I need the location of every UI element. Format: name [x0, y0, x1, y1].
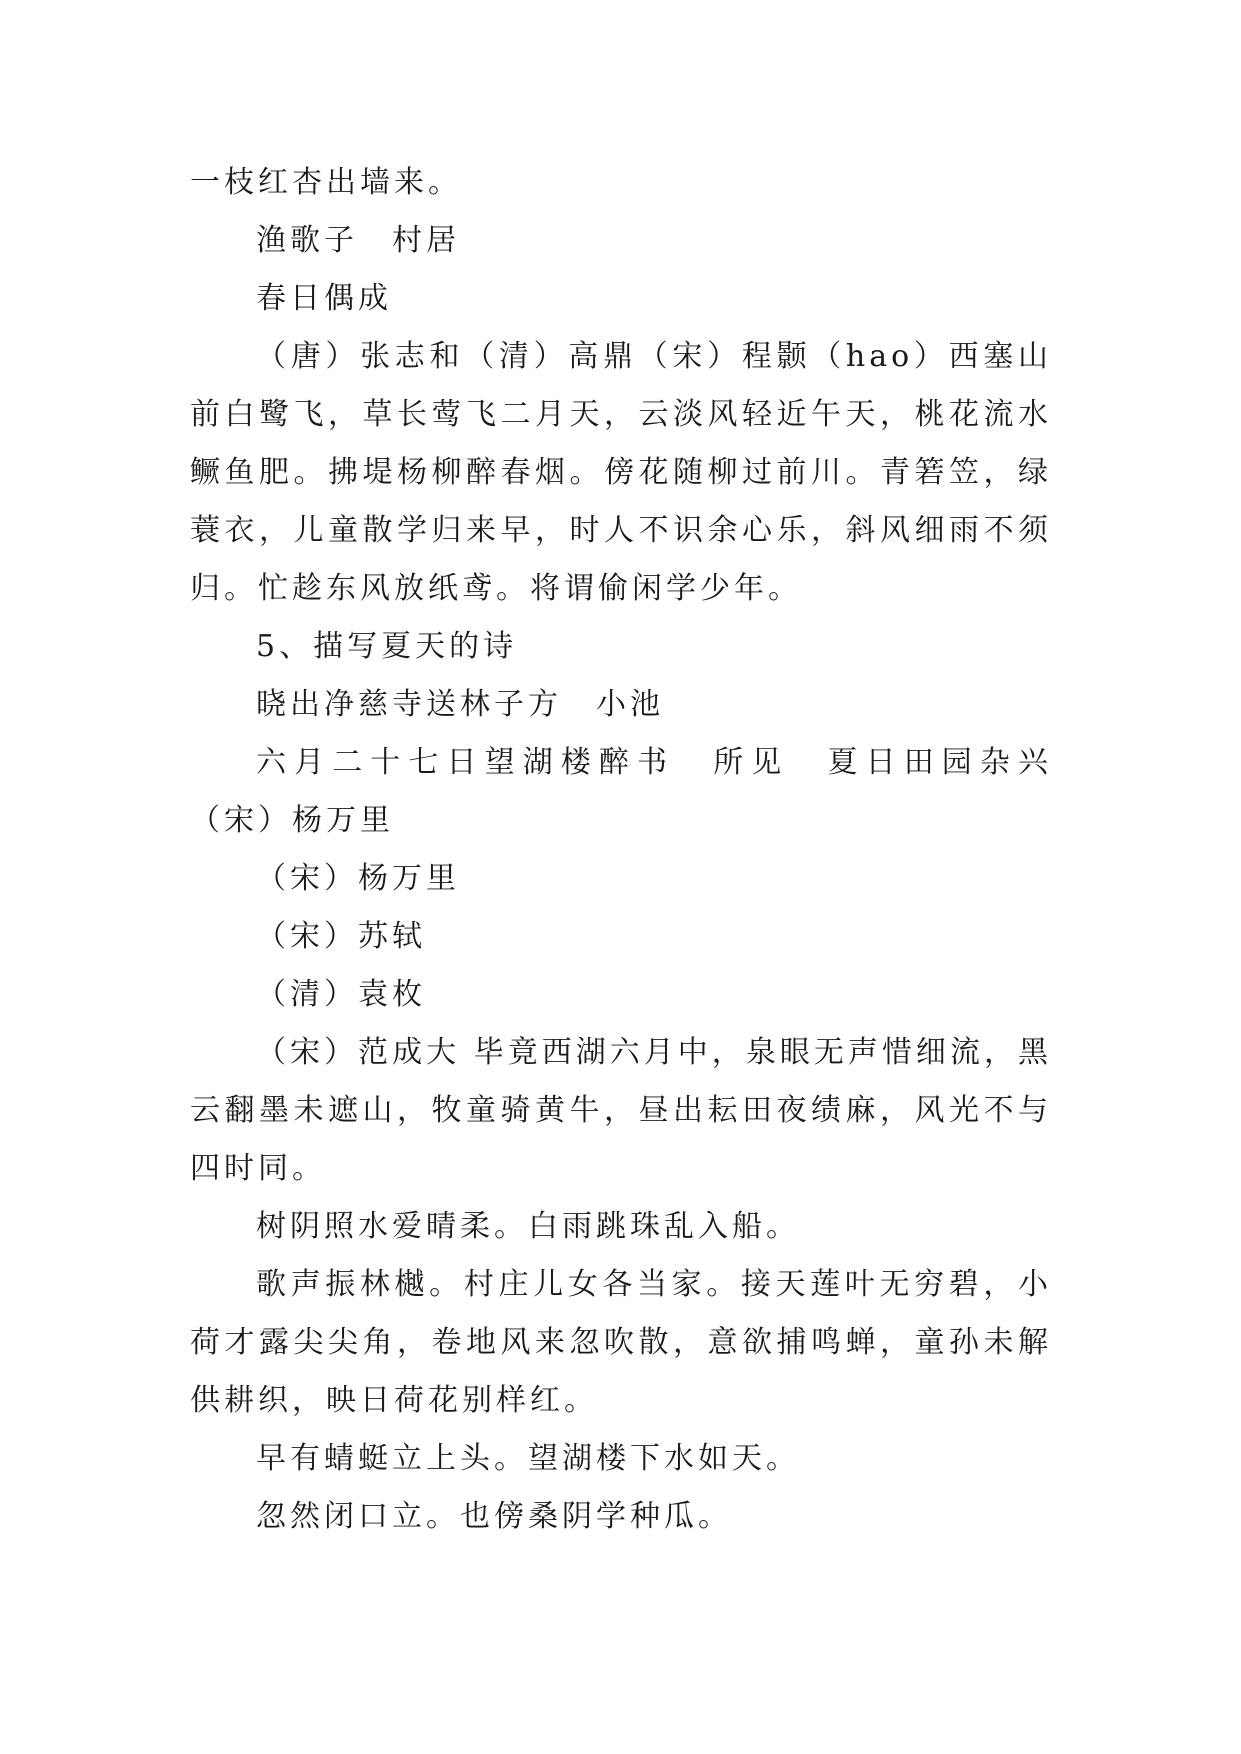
paragraph-4: （唐）张志和（清）高鼎（宋）程颢（hao）西塞山前白鹭飞，草长莺飞二月天，云淡风轻近午天，桃花流水鳜鱼肥。拂堤杨柳醉春烟。傍花随柳过前川。青箬笠，绿蓑衣，儿童散学归来早，时人不识余心乐，斜风细雨不须归。忙趁东风放纸鸢。将谓偷闲学少年。 [190, 339, 1052, 606]
paragraph-10: （清）袁枚 [256, 977, 426, 1012]
paragraph-1: 一枝红杏出墙来。 [190, 165, 462, 200]
paragraph-6: 晓出净慈寺送林子方 小池 [256, 687, 664, 722]
document-body [190, 154, 1052, 1546]
paragraph-15: 忽然闭口立。也傍桑阴学种瓜。 [256, 1499, 732, 1534]
paragraph-14: 早有蜻蜓立上头。望湖楼下水如天。 [256, 1441, 800, 1476]
paragraph-12: 树阴照水爱晴柔。白雨跳珠乱入船。 [256, 1209, 800, 1244]
paragraph-7: 六月二十七日望湖楼醉书 所见 夏日田园杂兴（宋）杨万里 [190, 745, 1052, 838]
paragraph-3: 春日偶成 [256, 281, 392, 316]
paragraph-13: 歌声振林樾。村庄儿女各当家。接天莲叶无穷碧，小荷才露尖尖角，卷地风来忽吹散，意欲捕鸣蝉，童孙未解供耕织，映日荷花别样红。 [190, 1267, 1052, 1418]
paragraph-2: 渔歌子 村居 [256, 223, 460, 258]
paragraph-8: （宋）杨万里 [256, 861, 460, 896]
paragraph-11: （宋）范成大 毕竟西湖六月中，泉眼无声惜细流，黑云翻墨未遮山，牧童骑黄牛，昼出耘田夜绩麻，风光不与四时同。 [190, 1035, 1052, 1186]
paragraph-9: （宋）苏轼 [256, 919, 426, 954]
paragraph-5: 5、描写夏天的诗 [256, 629, 518, 664]
